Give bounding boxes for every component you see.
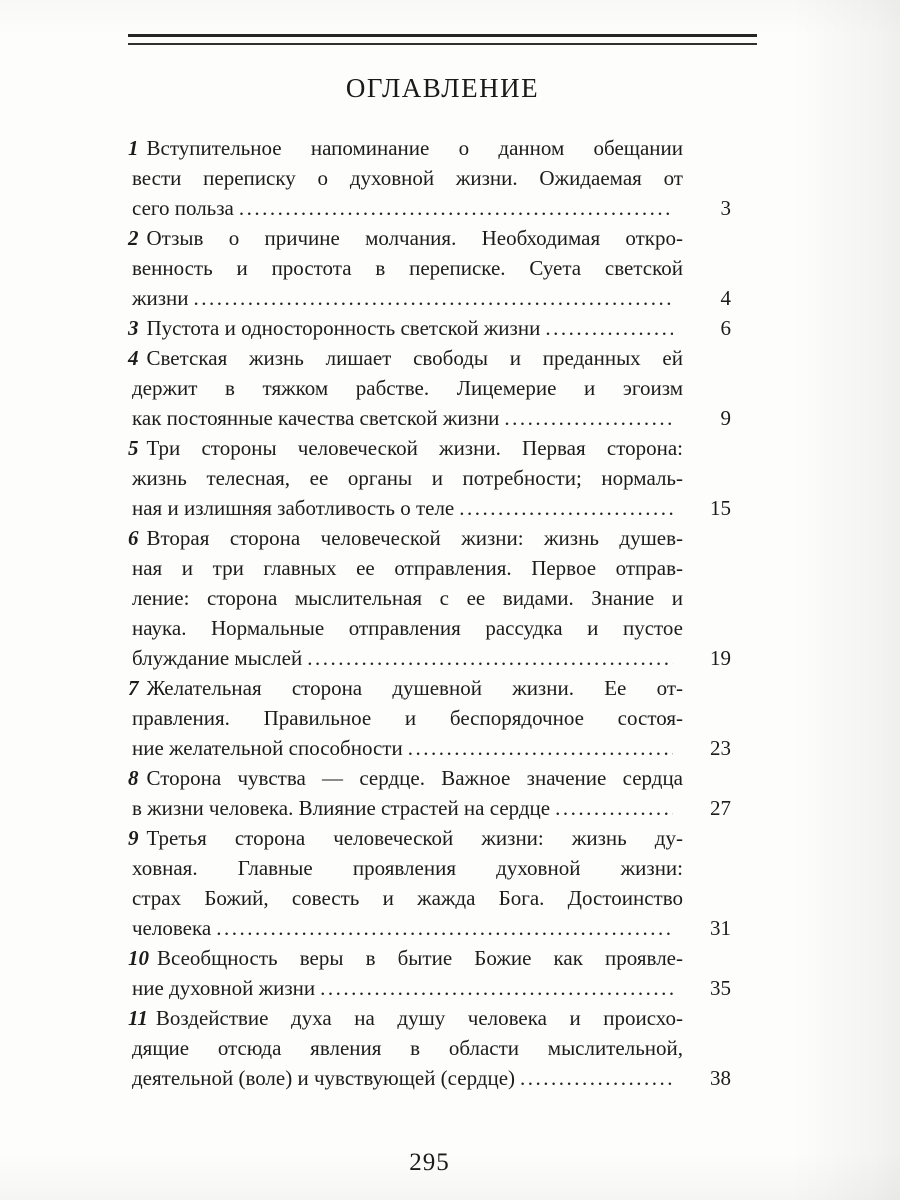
entry-number: 3 [128,316,139,340]
entry-line: 1 Вступительное напоминание о данном обещании [128,136,683,160]
entry-last-line-text: деятельной (воле) и чувствующей (сердце) [132,1066,516,1090]
entry-line: 4 Светская жизнь лишает свободы и преданных ей [128,346,683,370]
header-double-rule [128,34,757,45]
dot-leader [320,973,673,1003]
entry-last-line-text: в жизни человека. Влияние страстей на сердце [132,796,551,820]
entry-number: 9 [128,826,139,850]
entry-number: 7 [128,676,139,700]
entry-number: 10 [128,946,149,970]
toc-entry [128,673,731,763]
page-title: ОГЛАВЛЕНИЕ [345,73,540,103]
entry-last-line-text: ние духовной жизни [132,976,316,1000]
entry-line: правления. Правильное и беспорядочное состоя- [132,706,683,730]
dot-leader [504,403,673,433]
entry-line: дящие отсюда явления в области мыслительной, [132,1036,683,1060]
entry-page-number: 35 [710,976,731,1000]
footer-page-number: 295 [409,1149,450,1176]
entry-last-line [128,493,731,523]
entry-line: 7 Желательная сторона душевной жизни. Ее от- [128,676,683,700]
entry-line: венность и простота в переписке. Суета светской [132,256,683,280]
entry-line: держит в тяжком рабстве. Лицемерие и эгоизм [132,376,683,400]
entry-last-line-text: блуждание мыслей [132,646,303,670]
dot-leader [216,913,673,943]
entry-last-line [128,733,731,763]
entry-number: 2 [128,226,139,250]
toc-entry [128,943,731,1003]
dot-leader [239,193,673,223]
entry-page-number: 9 [720,406,731,430]
toc-entry [128,523,731,673]
entry-page-number: 3 [720,196,731,220]
page-content [128,0,757,1093]
entry-line: вести переписку о духовной жизни. Ожидаемая от [132,166,683,190]
toc-entry [128,1003,731,1093]
entry-line: жизнь телесная, ее органы и потребности; нормаль- [132,466,683,490]
entry-last-line [128,313,731,343]
entry-last-line-text: жизни [132,286,189,310]
entry-page-number: 6 [720,316,731,340]
dot-leader [194,283,673,313]
entry-last-line [128,1063,731,1093]
entry-number: 11 [128,1006,148,1030]
rule-line-bottom [128,43,757,45]
entry-page-number: 31 [710,916,731,940]
entry-line: 11 Воздействие духа на душу человека и происхо- [128,1006,683,1030]
toc-entry [128,343,731,433]
toc-entry [128,313,731,343]
dot-leader [307,643,673,673]
entry-last-line-text: человека [132,916,212,940]
entry-page-number: 19 [710,646,731,670]
entry-line: 2 Отзыв о причине молчания. Необходимая откро- [128,226,683,250]
entry-line: ховная. Главные проявления духовной жизни: [132,856,683,880]
entry-last-line-text: ная и излишняя заботливость о теле [132,496,455,520]
entry-last-line [128,643,731,673]
entry-page-number: 23 [710,736,731,760]
entry-number: 4 [128,346,139,370]
toc-list [128,133,731,1093]
entry-number: 8 [128,766,139,790]
entry-line: ная и три главных ее отправления. Первое отправ- [132,556,683,580]
rule-line-top [128,34,757,37]
entry-line: страх Божий, совесть и жажда Бога. Достоинство [132,886,683,910]
entry-last-line [128,913,731,943]
entry-last-line [128,403,731,433]
entry-line: 8 Сторона чувства — сердце. Важное значение сердца [128,766,683,790]
toc-entry [128,823,731,943]
entry-line: 10 Всеобщность веры в бытие Божие как проявле- [128,946,683,970]
entry-last-line [128,973,731,1003]
entry-line: ление: сторона мыслительная с ее видами. Знание и [132,586,683,610]
dot-leader [459,493,673,523]
entry-number: 1 [128,136,139,160]
toc-entry [128,433,731,523]
entry-last-line-text: сего польза [132,196,234,220]
entry-last-line-text: ние желательной способности [132,736,403,760]
entry-page-number: 27 [710,796,731,820]
entry-line: 9 Третья сторона человеческой жизни: жизнь ду- [128,826,683,850]
entry-line: 6 Вторая сторона человеческой жизни: жизнь душев- [128,526,683,550]
entry-number: 5 [128,436,139,460]
toc-entry [128,763,731,823]
entry-last-line [128,283,731,313]
entry-number: 6 [128,526,139,550]
entry-last-line-text: как постоянные качества светской жизни [132,406,500,430]
entry-page-number: 4 [720,286,731,310]
entry-page-number: 15 [710,496,731,520]
entry-last-line [128,793,731,823]
entry-page-number: 38 [710,1066,731,1090]
dot-leader [545,313,673,343]
entry-last-line [128,193,731,223]
entry-line: 5 Три стороны человеческой жизни. Первая сторона: [128,436,683,460]
dot-leader [408,733,673,763]
toc-entry [128,223,731,313]
entry-last-line-text: 3 Пустота и односторонность светской жизни [128,316,541,340]
dot-leader [520,1063,673,1093]
toc-entry [128,133,731,223]
dot-leader [555,793,673,823]
entry-line: наука. Нормальные отправления рассудка и пустое [132,616,683,640]
